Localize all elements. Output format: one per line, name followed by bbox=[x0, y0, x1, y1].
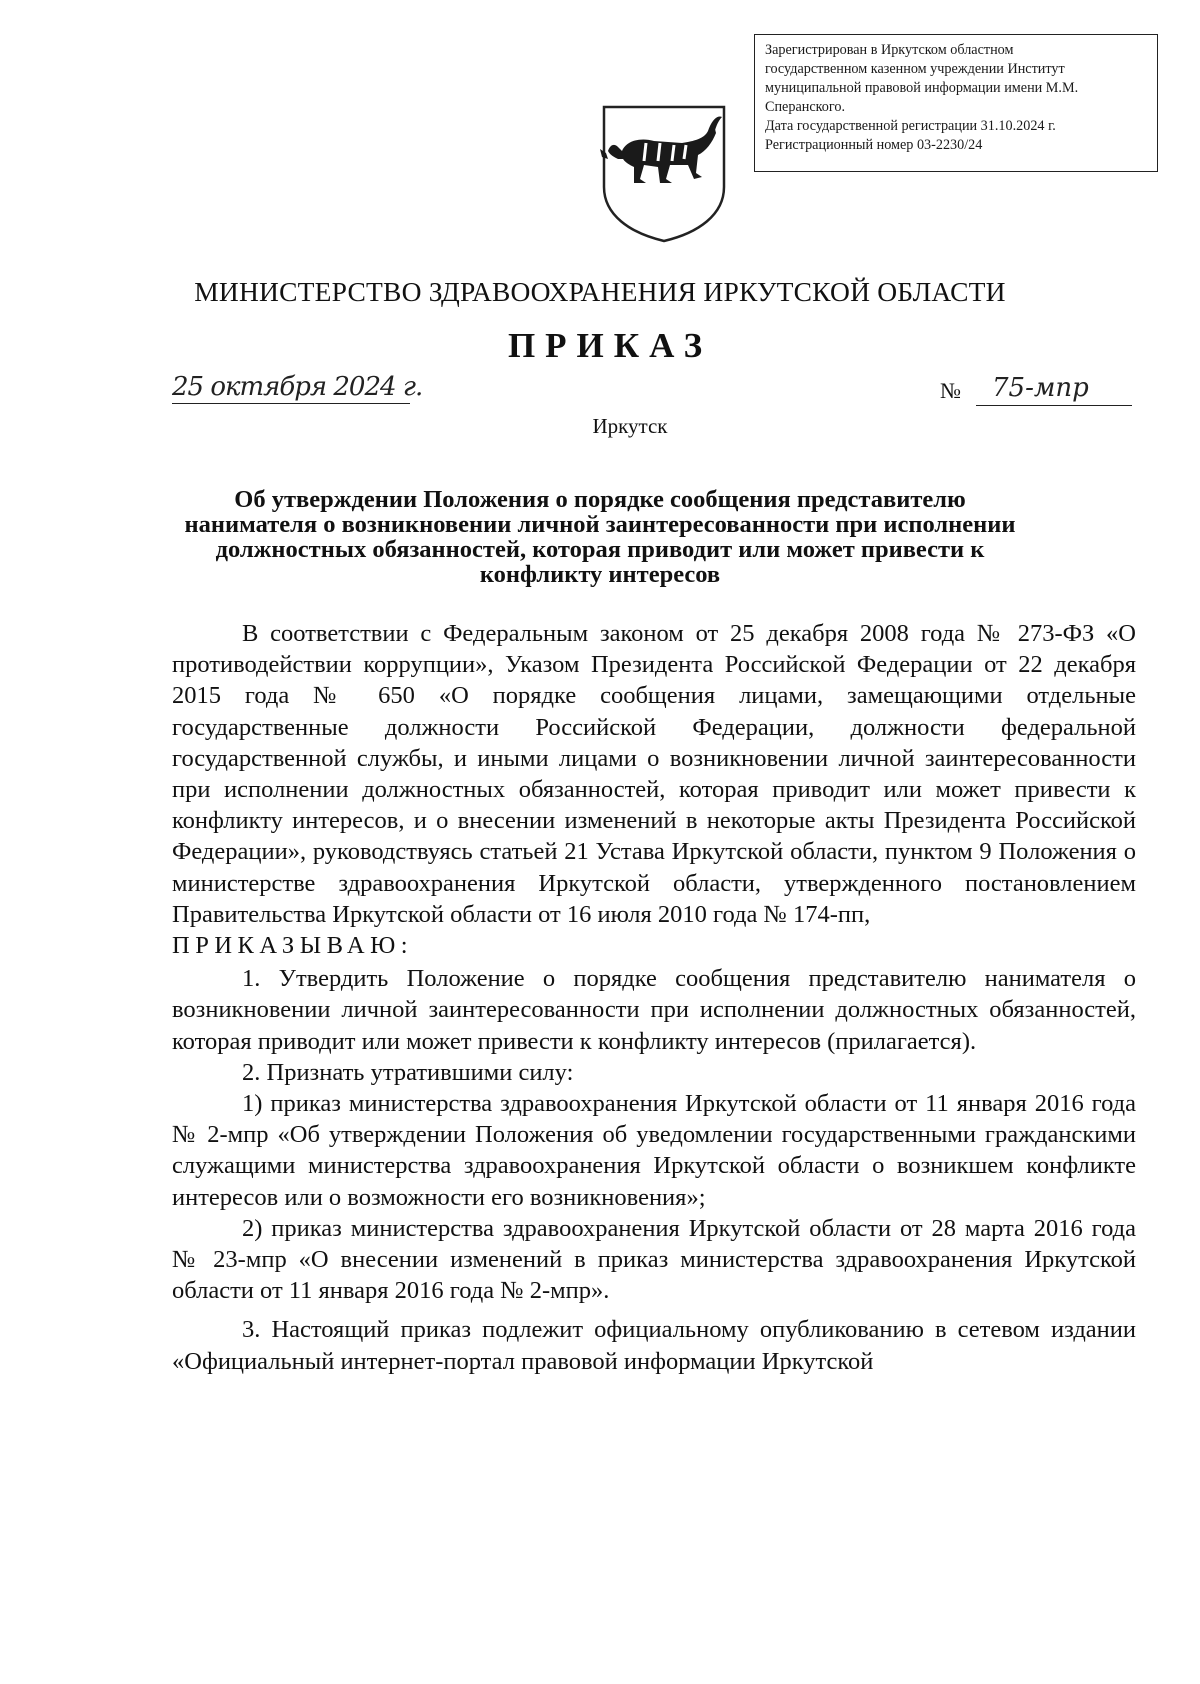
registration-stamp-line: муниципальной правовой информации имени М.М. bbox=[765, 80, 1079, 96]
city: Иркутск bbox=[592, 414, 668, 438]
registration-date-line: Дата государственной регистрации 31.10.2024 г. bbox=[765, 118, 1056, 134]
coat-of-arms-icon bbox=[600, 103, 728, 245]
number-underline bbox=[976, 405, 1132, 406]
registration-stamp-line: Сперанского. bbox=[765, 99, 846, 115]
order-date bbox=[172, 372, 423, 406]
item-1-paragraph: 1. Утвердить Положение о порядке сообщения представителю нанимателя о возникновении личной заинтересованности при исполнении должностных обязанностей, которая приводит или может привести к конфликту интересов (прилагается). bbox=[172, 965, 1136, 1055]
order-number-handwritten: 75-мпр bbox=[992, 373, 1089, 403]
registration-stamp-line: Зарегистрирован в Иркутском областном bbox=[765, 42, 1014, 58]
order-title: ПРИКАЗ bbox=[507, 326, 713, 365]
document-heading: Об утверждении Положения о порядке сообщения представителю нанимателя о возникновении личной заинтересованности при исполнении должностных обязанностей, которая приводит или может привести к конфликту интересов bbox=[184, 486, 1016, 588]
number-sign: № bbox=[940, 378, 961, 403]
item-2-1-paragraph: 1) приказ министерства здравоохранения Иркутской области от 11 января 2016 года № 2-мпр «Об утверждении Положения об уведомлении государственными гражданскими служащими министерства здравоохранения Иркутской области о возникшем конфликте интересов или о возможности его возникновения»; bbox=[172, 1090, 1136, 1211]
registration-stamp bbox=[754, 34, 1158, 172]
date-underline bbox=[172, 403, 410, 404]
item-2-paragraph: 2. Признать утратившими силу: bbox=[242, 1058, 574, 1086]
item-3-paragraph: 3. Настоящий приказ подлежит официальному опубликованию в сетевом издании «Официальный интернет-портал правовой информации Иркутской bbox=[172, 1316, 1136, 1375]
ministry-name: МИНИСТЕРСТВО ЗДРАВООХРАНЕНИЯ ИРКУТСКОЙ ОБЛАСТИ bbox=[194, 276, 1006, 307]
item-2-2-paragraph: 2) приказ министерства здравоохранения Иркутской области от 28 марта 2016 года № 23-мпр «О внесении изменений в приказ министерства здравоохранения Иркутской области от 11 января 2016 года № 2-мпр». bbox=[172, 1214, 1136, 1305]
decree-word: ПРИКАЗЫВАЮ: bbox=[172, 932, 414, 960]
registration-stamp-line: государственном казенном учреждении Институт bbox=[765, 61, 1065, 77]
document-body bbox=[172, 618, 1136, 1377]
preamble-paragraph: В соответствии с Федеральным законом от 25 декабря 2008 года № 273-ФЗ «О противодействии коррупции», Указом Президента Российской Федерации от 22 декабря 2015 года № 650 «О порядке сообщения лицами, замещающими отдельные государственные должности Российской Федерации, должности федеральной государственной службы, и иными лицами о возникновении личной заинтересованности при исполнении должностных обязанностей, которая приводит или может привести к конфликту интересов, и о внесении изменений в некоторые акты Президента Российской Федерации», руководствуясь статьей 21 Устава Иркутской области, пунктом 9 Положения о министерстве здравоохранения Иркутской области, утвержденного постановлением Правительства Иркутской области от 16 июля 2010 года № 174-пп, bbox=[172, 620, 1136, 928]
order-number bbox=[940, 373, 1132, 408]
registration-number-line: Регистрационный номер 03-2230/24 bbox=[765, 137, 983, 153]
order-date-handwritten: 25 октября 2024 г. bbox=[172, 372, 423, 402]
